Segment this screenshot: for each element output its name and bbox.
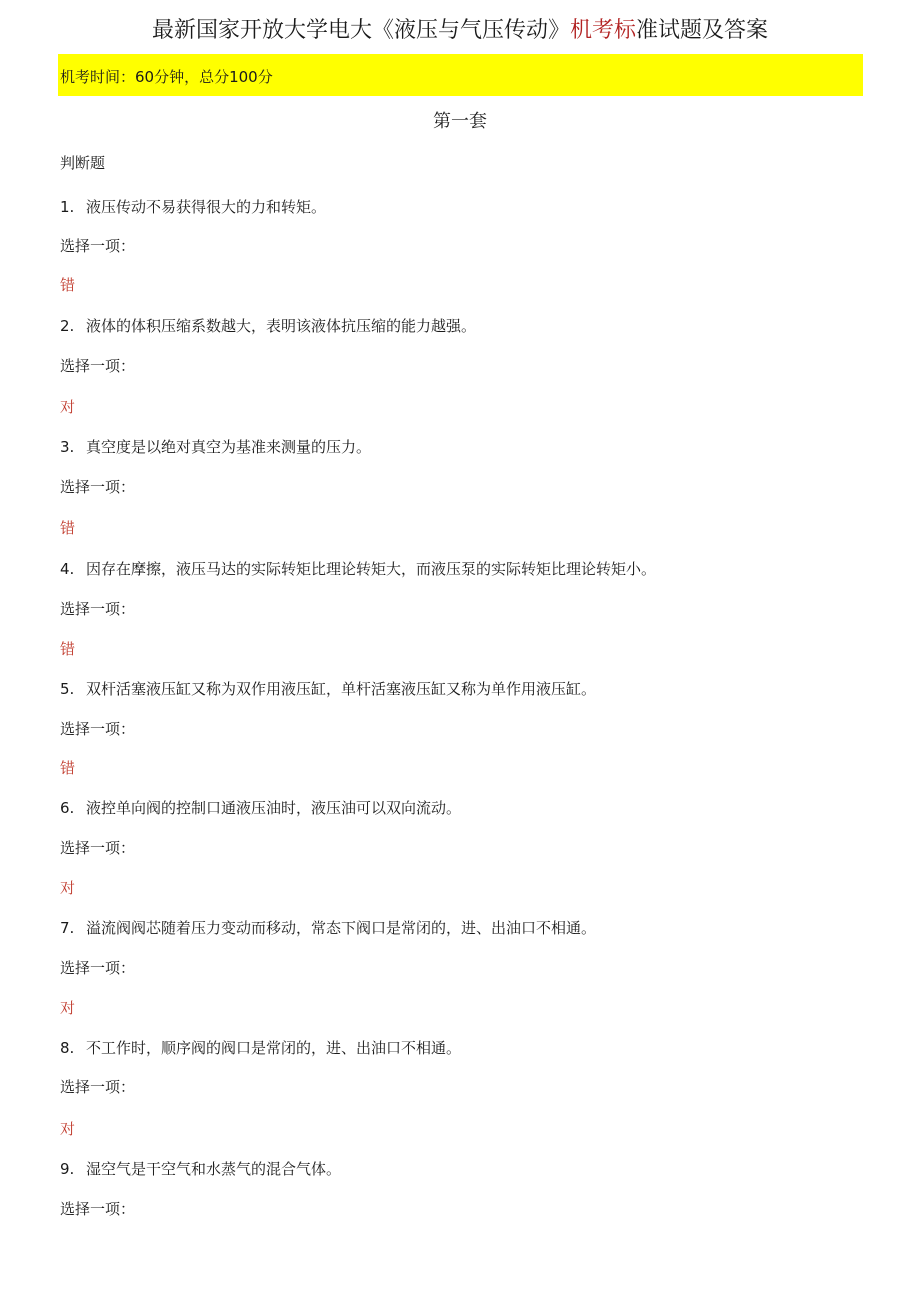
set-title: 第一套 [433,111,487,132]
question-number: 9. [60,1160,75,1178]
question-3 [60,434,371,460]
question-3-prompt: 选择一项： [60,478,136,496]
question-2 [60,313,476,339]
question-7-prompt: 选择一项： [60,959,136,977]
question-8 [60,1035,461,1061]
question-5-answer: 错 [60,759,76,777]
question-number: 3. [60,438,75,456]
question-6-answer: 对 [60,879,76,897]
question-text: 液控单向阀的控制口通液压油时，液压油可以双向流动。 [86,799,462,817]
question-1-answer: 错 [60,276,76,294]
question-4-answer: 错 [60,640,76,658]
question-text: 液体的体积压缩系数越大，表明该液体抗压缩的能力越强。 [86,317,477,335]
question-number: 7. [60,919,75,937]
question-text: 液压传动不易获得很大的力和转矩。 [86,198,327,216]
document-title [0,14,920,48]
question-number: 6. [60,799,75,817]
question-text: 不工作时，顺序阀的阀口是常闭的，进、出油口不相通。 [86,1039,462,1057]
question-text: 溢流阀阀芯随着压力变动而移动，常态下阀口是常闭的，进、出油口不相通。 [86,919,597,937]
question-1 [60,194,326,220]
question-6 [60,795,461,821]
question-number: 5. [60,680,75,698]
title-main: 最新国家开放大学电大《液压与气压传动》 [151,18,570,43]
question-1-prompt: 选择一项： [60,237,136,255]
question-2-answer: 对 [60,398,76,416]
question-text: 湿空气是干空气和水蒸气的混合气体。 [86,1160,342,1178]
question-4-prompt: 选择一项： [60,600,136,618]
question-7-answer: 对 [60,999,76,1017]
question-text: 因存在摩擦，液压马达的实际转矩比理论转矩大，而液压泵的实际转矩比理论转矩小。 [86,560,657,578]
title-accent: 机考标 [569,18,636,43]
question-3-answer: 错 [60,519,76,537]
title-tail: 准试题及答案 [636,18,769,43]
question-8-answer: 对 [60,1120,76,1138]
question-6-prompt: 选择一项： [60,839,136,857]
question-9-prompt: 选择一项： [60,1200,136,1218]
question-5 [60,676,596,702]
exam-info-banner: 机考时间：60分钟，总分100分 [58,54,863,96]
question-8-prompt: 选择一项： [60,1078,136,1096]
question-5-prompt: 选择一项： [60,720,136,738]
question-2-prompt: 选择一项： [60,357,136,375]
section-heading: 判断题 [60,154,106,172]
question-9 [60,1156,341,1182]
question-text: 双杆活塞液压缸又称为双作用液压缸，单杆活塞液压缸又称为单作用液压缸。 [86,680,597,698]
question-number: 8. [60,1039,75,1057]
question-number: 4. [60,560,75,578]
question-7 [60,915,596,941]
question-number: 2. [60,317,75,335]
question-4 [60,556,656,582]
question-text: 真空度是以绝对真空为基准来测量的压力。 [86,438,372,456]
question-number: 1. [60,198,75,216]
